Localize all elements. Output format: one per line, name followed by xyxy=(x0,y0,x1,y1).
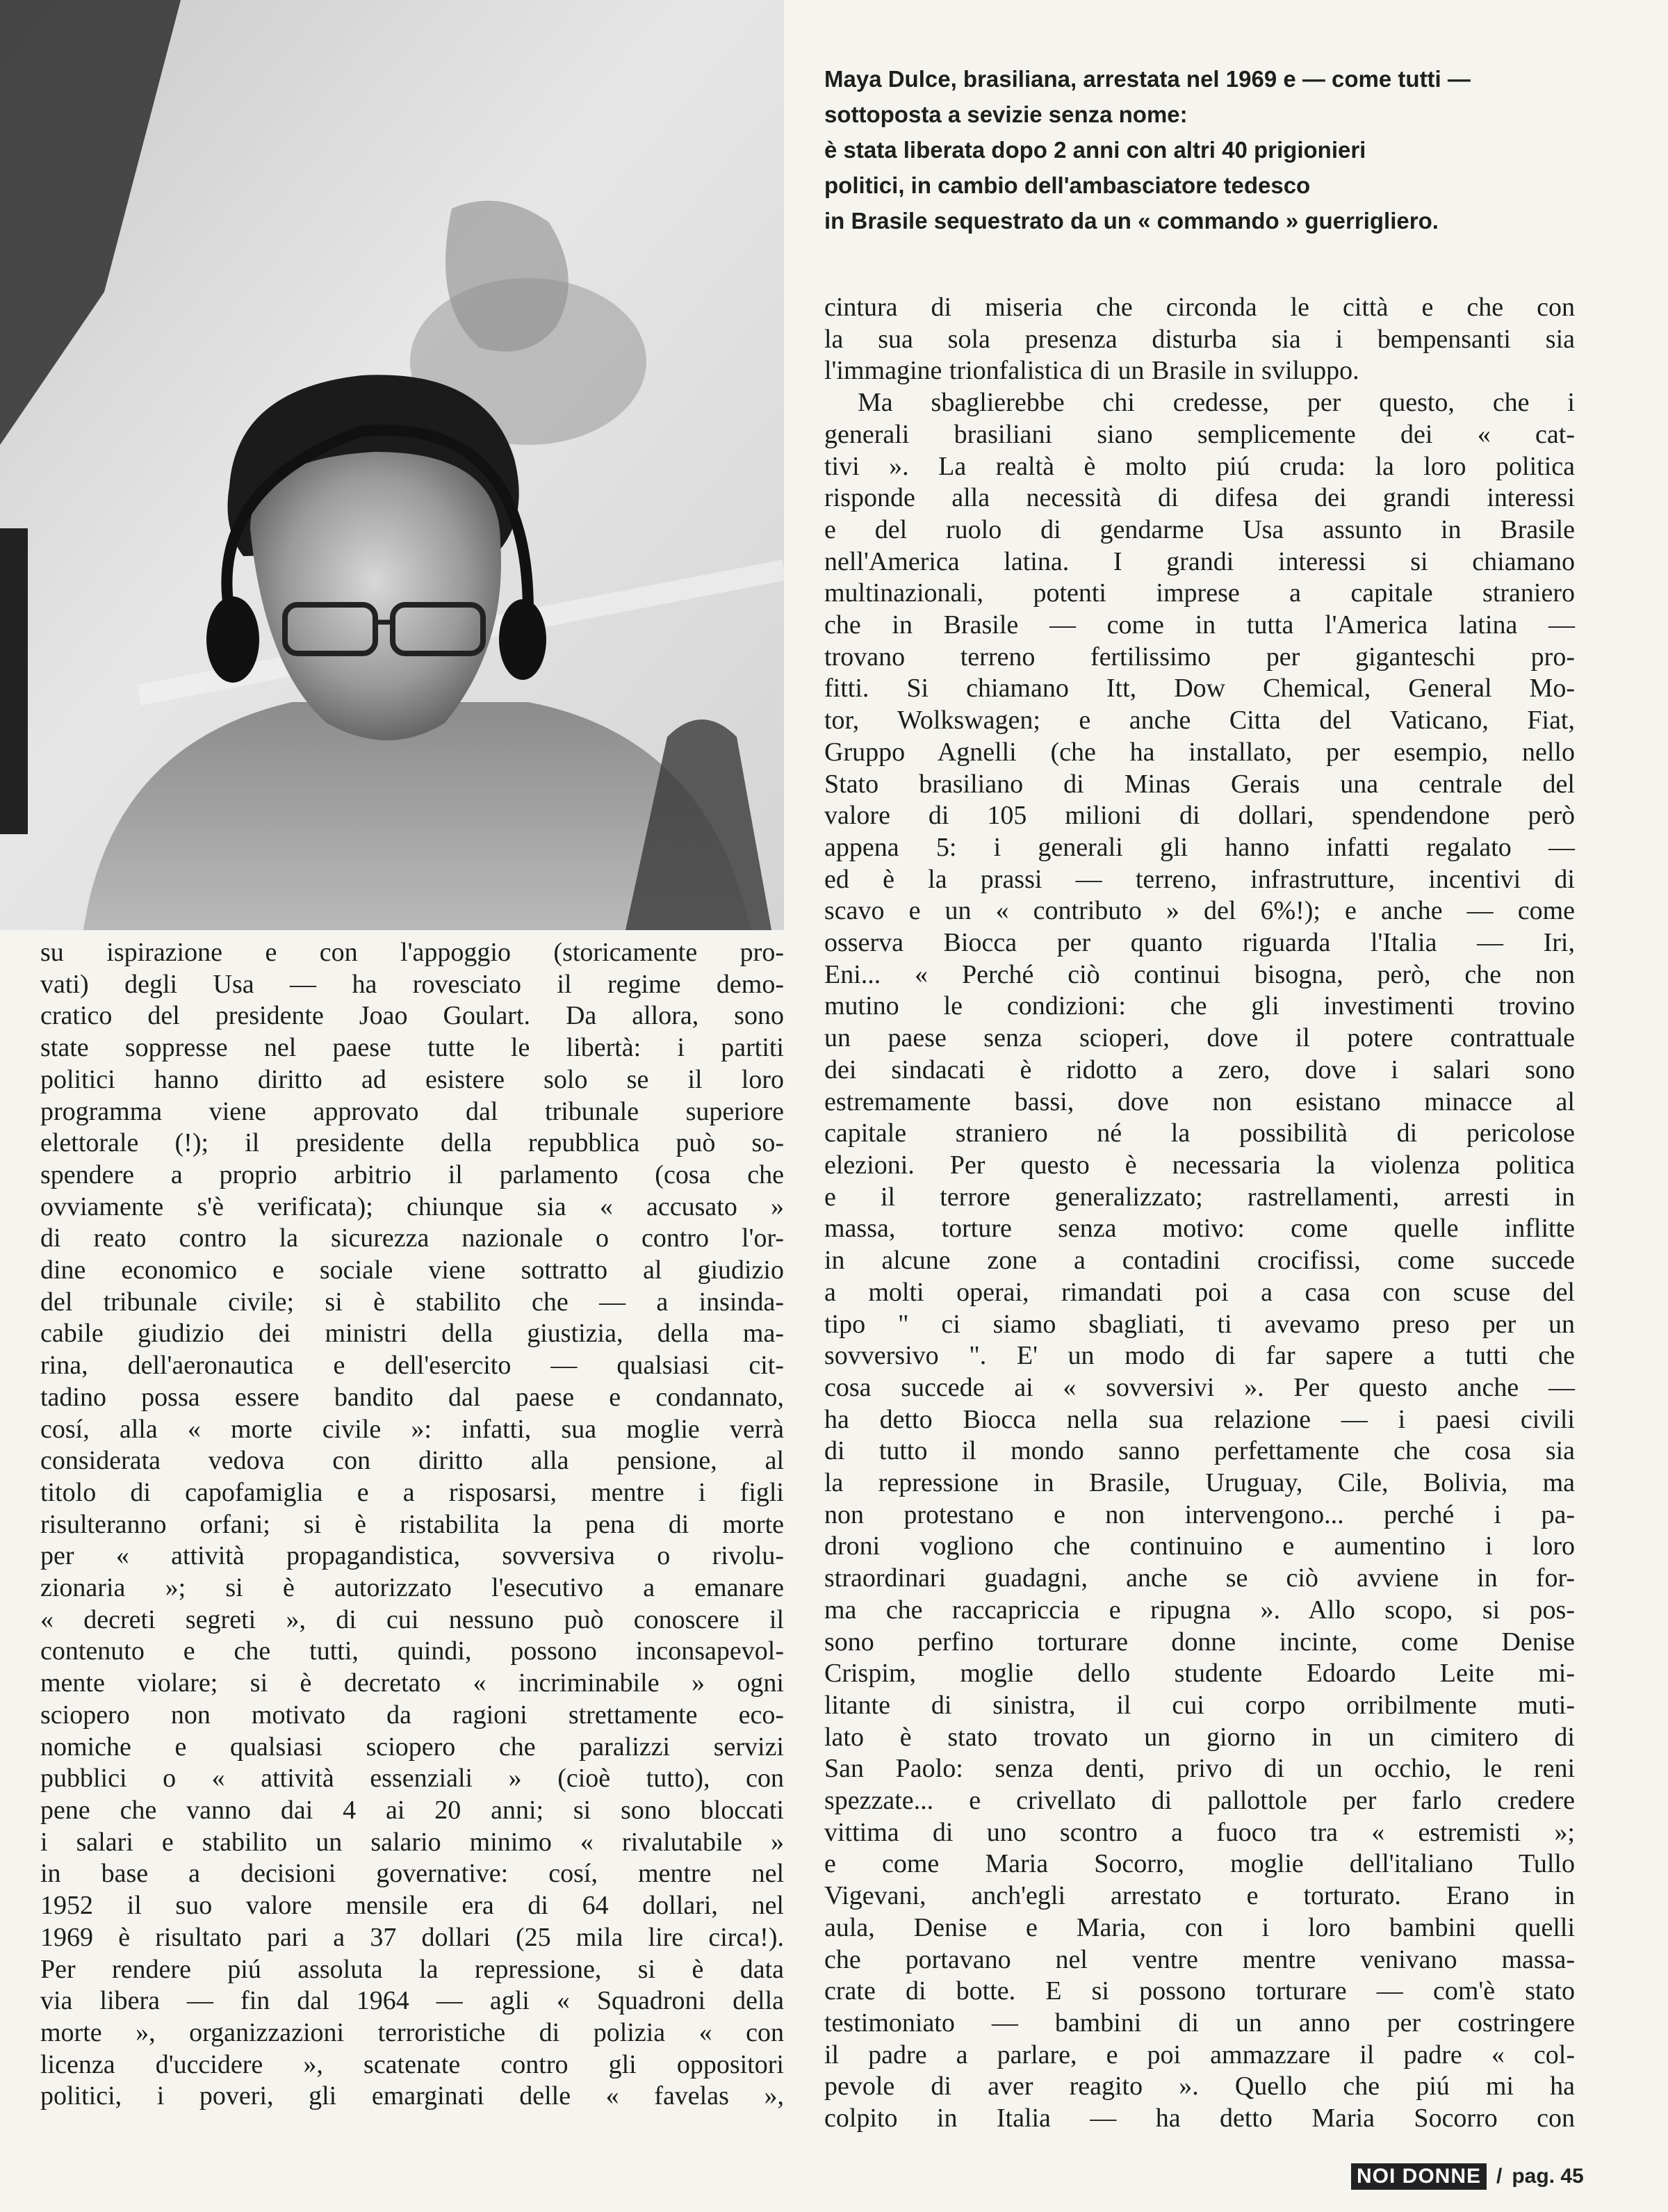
caption-line: in Brasile sequestrato da un « commando » guerrigliero. xyxy=(824,208,1439,234)
text-line: e come Maria Socorro, moglie dell'italiano Tullo xyxy=(824,1849,1575,1879)
text-line: mente violare; si è decretato « incriminabile » ogni xyxy=(40,1668,784,1698)
text-line: elezioni. Per questo è necessaria la violenza politica xyxy=(824,1150,1575,1180)
text-line: Crispim, moglie dello studente Edoardo Leite mi- xyxy=(824,1659,1575,1689)
text-line: del tribunale civile; si è stabilito che — a insinda- xyxy=(40,1287,784,1317)
text-line: crate di botte. E si possono torturare — com'è stato xyxy=(824,1976,1575,2006)
text-line: tipo " ci siamo sbagliati, ti avevamo preso per un xyxy=(824,1309,1575,1339)
text-line: elettorale (!); il presidente della repubblica può so- xyxy=(40,1128,784,1158)
text-line: su ispirazione e con l'appoggio (storicamente pro- xyxy=(40,938,784,967)
magazine-logo: NOI DONNE xyxy=(1351,2163,1487,2190)
text-line: state soppresse nel paese tutte le libertà: i partiti xyxy=(40,1033,784,1063)
text-line: cintura di miseria che circonda le città e che con xyxy=(824,293,1575,322)
text-line: cosí, alla « morte civile »: infatti, sua moglie verrà xyxy=(40,1414,784,1444)
text-line: generali brasiliani siano semplicemente dei « cat- xyxy=(824,419,1575,449)
text-line: Per rendere piú assoluta la repressione, si è data xyxy=(40,1954,784,1984)
text-line: contenuto e che tutti, quindi, possono inconsapevol- xyxy=(40,1636,784,1666)
text-line: colpito in Italia — ha detto Maria Socorro con xyxy=(824,2104,1575,2133)
text-line: zionaria »; si è autorizzato l'esecutivo a emanare xyxy=(40,1573,784,1603)
text-line: cosa succede ai « sovversivi ». Per questo anche — xyxy=(824,1372,1575,1402)
text-line: estremamente bassi, dove non esistano minacce al xyxy=(824,1087,1575,1116)
text-line: ha detto Biocca nella sua relazione — i paesi civili xyxy=(824,1404,1575,1434)
text-line: ed è la prassi — terreno, infrastrutture, incentivi di xyxy=(824,864,1575,894)
text-line: il padre a parlare, e poi ammazzare il padre « col- xyxy=(824,2040,1575,2069)
text-line: pevole di aver reagito ». Quello che piú mi ha xyxy=(824,2072,1575,2101)
text-line: via libera — fin dal 1964 — agli « Squadroni della xyxy=(40,1986,784,2016)
text-line: droni vogliono che continuino e aumentino i loro xyxy=(824,1531,1575,1561)
text-line: fitti. Si chiamano Itt, Dow Chemical, General Mo- xyxy=(824,674,1575,704)
text-line: tor, Wolkswagen; e anche Citta del Vaticano, Fiat, xyxy=(824,706,1575,735)
text-line: scavo e un « contributo » del 6%!); e anche — come xyxy=(824,896,1575,926)
caption-line: politici, in cambio dell'ambasciatore tedesco xyxy=(824,172,1311,198)
text-line: e il terrore generalizzato; rastrellamenti, arresti in xyxy=(824,1182,1575,1212)
text-line: litante di sinistra, il cui corpo orribilmente muti- xyxy=(824,1690,1575,1720)
photo-illustration xyxy=(0,0,784,930)
text-line: Ma sbaglierebbe chi credesse, per questo, che i xyxy=(858,388,1575,418)
photo-caption xyxy=(824,61,1575,238)
text-line: lato è stato trovato un giorno in un cimitero di xyxy=(824,1722,1575,1752)
text-line: sono perfino torturare donne incinte, come Denise xyxy=(824,1627,1575,1657)
text-line: rina, dell'aeronautica e dell'esercito — qualsiasi cit- xyxy=(40,1351,784,1381)
text-line: la repressione in Brasile, Uruguay, Cile, Bolivia, ma xyxy=(824,1468,1575,1498)
text-line: un paese senza scioperi, dove il potere contrattuale xyxy=(824,1023,1575,1053)
footer-separator: / xyxy=(1496,2165,1503,2188)
text-line: di tutto il mondo sanno perfettamente che cosa sia xyxy=(824,1436,1575,1466)
text-line: risulteranno orfani; si è ristabilita la pena di morte xyxy=(40,1509,784,1539)
text-line: Vigevani, anch'egli arrestato e torturato. Erano in xyxy=(824,1881,1575,1911)
text-line: ma che raccapriccia e ripugna ». Allo scopo, si pos- xyxy=(824,1595,1575,1625)
text-line: 1952 il suo valore mensile era di 64 dollari, nel xyxy=(40,1891,784,1921)
text-line: che in Brasile — come in tutta l'America latina — xyxy=(824,610,1575,640)
text-line: tivi ». La realtà è molto piú cruda: la loro politica xyxy=(824,451,1575,481)
text-line: l'immagine trionfalistica di un Brasile in sviluppo. xyxy=(824,356,1359,386)
caption-line: è stata liberata dopo 2 anni con altri 40 prigionieri xyxy=(824,137,1366,163)
text-line: pubblici o « attività essenziali » (cioè tutto), con xyxy=(40,1764,784,1794)
text-line: Gruppo Agnelli (che ha installato, per esempio, nello xyxy=(824,737,1575,767)
text-line: non protestano e non intervengono... perché i pa- xyxy=(824,1499,1575,1529)
text-line: Stato brasiliano di Minas Gerais una centrale del xyxy=(824,769,1575,799)
text-line: trovano terreno fertilissimo per giganteschi pro- xyxy=(824,642,1575,672)
text-line: cabile giudizio dei ministri della giustizia, della ma- xyxy=(40,1319,784,1349)
text-line: morte », organizzazioni terroristiche di polizia « con xyxy=(40,2017,784,2047)
text-line: spezzate... e crivellato di pallottole per farlo credere xyxy=(824,1786,1575,1816)
article-column-left xyxy=(40,937,784,2113)
text-line: San Paolo: senza denti, privo di un occhio, le reni xyxy=(824,1754,1575,1784)
text-line: spendere a proprio arbitrio il parlamento (cosa che xyxy=(40,1160,784,1189)
text-line: straordinari guadagni, anche se ciò avviene in for- xyxy=(824,1563,1575,1593)
text-line: la sua sola presenza disturba sia i bempensanti sia xyxy=(824,324,1575,354)
text-line: a molti operai, rimandati poi a casa con scuse del xyxy=(824,1277,1575,1307)
text-line: mutino le condizioni: che gli investimenti trovino xyxy=(824,991,1575,1021)
text-line: i salari e stabilito un salario minimo « rivalutabile » xyxy=(40,1827,784,1857)
text-line: massa, torture senza motivo: come quelle inflitte xyxy=(824,1214,1575,1244)
text-line: nomiche e qualsiasi sciopero che paralizzi servizi xyxy=(40,1732,784,1762)
text-line: dine economico e sociale viene sottratto al giudizio xyxy=(40,1255,784,1285)
photo-man-with-headphones xyxy=(0,0,784,930)
text-line: valore di 105 milioni di dollari, spendendone però xyxy=(824,801,1575,831)
text-line: multinazionali, potenti imprese a capitale straniero xyxy=(824,578,1575,608)
text-line: appena 5: i generali gli hanno infatti regalato — xyxy=(824,832,1575,862)
text-line: titolo di capofamiglia e a risposarsi, mentre i figli xyxy=(40,1477,784,1507)
page-footer xyxy=(1351,2163,1584,2190)
text-line: pene che vanno dai 4 ai 20 anni; si sono bloccati xyxy=(40,1795,784,1825)
text-line: licenza d'uccidere », scatenate contro gli oppositori xyxy=(40,2049,784,2079)
text-line: nell'America latina. I grandi interessi si chiamano xyxy=(824,546,1575,576)
text-line: risponde alla necessità di difesa dei grandi interessi xyxy=(824,483,1575,513)
text-line: aula, Denise e Maria, con i loro bambini quelli xyxy=(824,1912,1575,1942)
text-line: 1969 è risultato pari a 37 dollari (25 mila lire circa!). xyxy=(40,1922,784,1952)
text-line: testimoniato — bambini di un anno per costringere xyxy=(824,2008,1575,2038)
text-line: ovviamente s'è verificata); chiunque sia « accusato » xyxy=(40,1192,784,1221)
text-line: e del ruolo di gendarme Usa assunto in Brasile xyxy=(824,514,1575,544)
text-line: cratico del presidente Joao Goulart. Da allora, sono xyxy=(40,1001,784,1031)
text-line: Eni... « Perché ciò continui bisogna, però, che non xyxy=(824,959,1575,989)
text-line: vati) degli Usa — ha rovesciato il regime demo- xyxy=(40,969,784,999)
text-line: in base a decisioni governative: cosí, mentre nel xyxy=(40,1859,784,1889)
text-line: « decreti segreti », di cui nessuno può conoscere il xyxy=(40,1604,784,1634)
text-line: dei sindacati è ridotto a zero, dove i salari sono xyxy=(824,1055,1575,1084)
text-line: politici, i poveri, gli emarginati delle « favelas », xyxy=(40,2081,784,2111)
text-line: di reato contro la sicurezza nazionale o contro l'or- xyxy=(40,1223,784,1253)
page-number: pag. 45 xyxy=(1512,2165,1584,2188)
caption-line: sottoposta a sevizie senza nome: xyxy=(824,101,1188,127)
text-line: che portavano nel ventre mentre venivano massa- xyxy=(824,1944,1575,1974)
text-line: considerata vedova con diritto alla pensione, al xyxy=(40,1446,784,1476)
article-column-right xyxy=(824,292,1575,2135)
text-line: politici hanno diritto ad esistere solo se il loro xyxy=(40,1064,784,1094)
text-line: tadino possa essere bandito dal paese e condannato, xyxy=(40,1382,784,1412)
text-line: sciopero non motivato da ragioni strettamente eco- xyxy=(40,1700,784,1730)
text-line: per « attività propagandistica, sovversiva o rivolu- xyxy=(40,1541,784,1571)
text-line: programma viene approvato dal tribunale superiore xyxy=(40,1096,784,1126)
text-line: osserva Biocca per quanto riguarda l'Italia — Iri, xyxy=(824,928,1575,958)
text-line: in alcune zone a contadini crocifissi, come succede xyxy=(824,1246,1575,1276)
text-line: capitale straniero né la possibilità di pericolose xyxy=(824,1119,1575,1148)
text-line: sovversivo ". E' un modo di far sapere a tutti che xyxy=(824,1341,1575,1371)
text-line: vittima di uno scontro a fuoco tra « estremisti »; xyxy=(824,1817,1575,1847)
caption-line: Maya Dulce, brasiliana, arrestata nel 1969 e — come tutti — xyxy=(824,66,1471,92)
